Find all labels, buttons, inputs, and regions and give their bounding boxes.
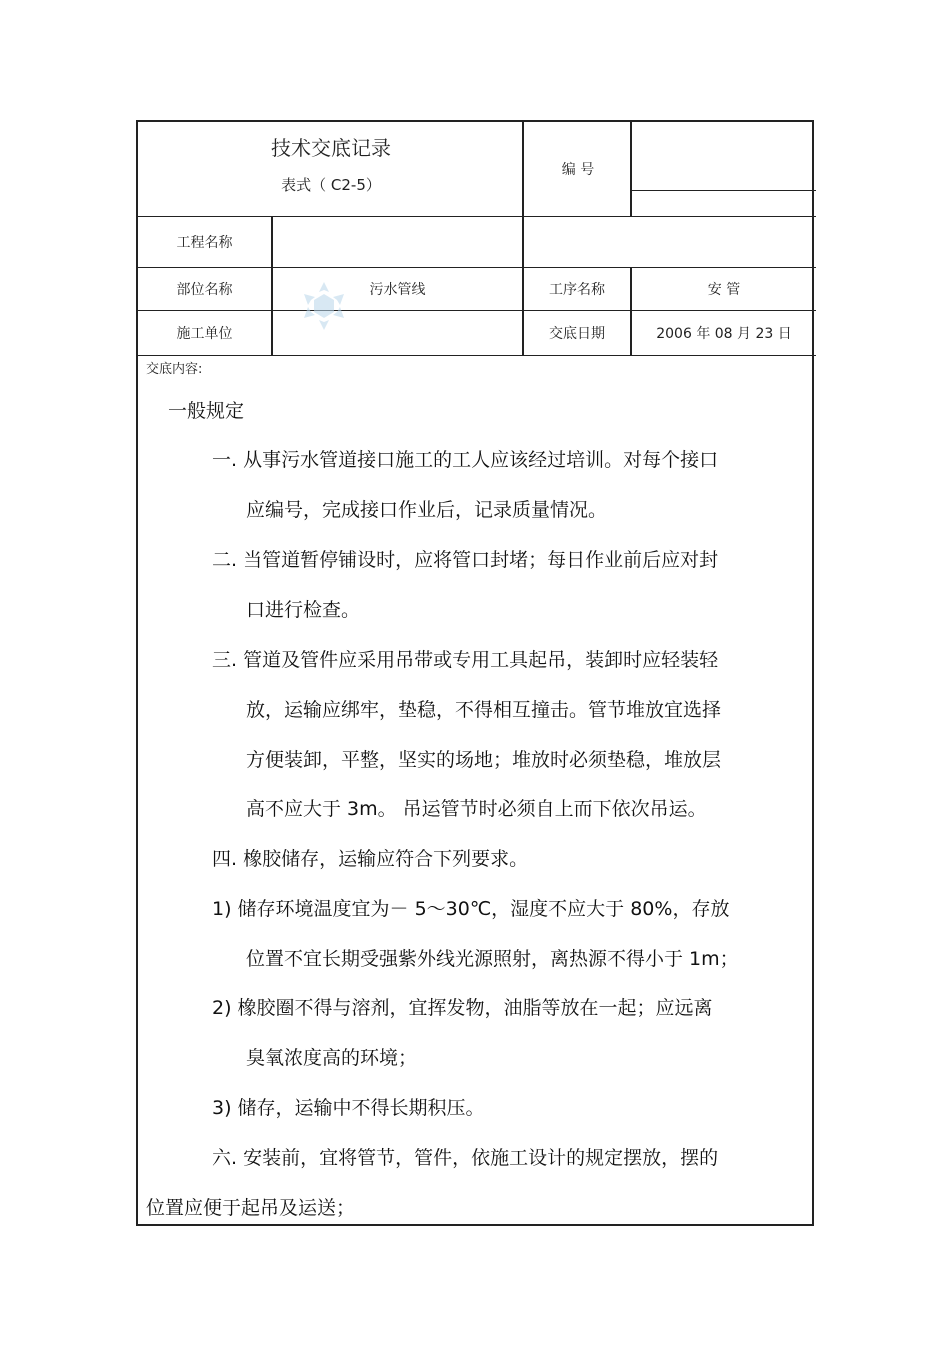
construction-unit-label: 施工单位 (176, 326, 233, 342)
content-label: 交底内容: (146, 362, 203, 377)
clause-2-line-1: 二. 当管道暂停铺设时，应将管口封堵；每日作业前后应对封 (212, 549, 719, 571)
technical-briefing-form (136, 120, 814, 1226)
clause-3-line-2: 放，运输应绑牢，垫稳，不得相互撞击。管节堆放宜选择 (246, 699, 722, 721)
item-2-line-1: 2) 橡胶圈不得与溶剂，宜挥发物，油脂等放在一起；应远离 (212, 997, 713, 1019)
item-2-line-2: 臭氧浓度高的环境； (246, 1047, 418, 1069)
form-title: 技术交底记录 (271, 136, 391, 160)
item-1-line-2: 位置不宜长期受强紫外线光源照射，离热源不得小于 1m； (246, 948, 739, 970)
clause-6-line-1: 六. 安装前，宜将管节，管件，依施工设计的规定摆放，摆的 (212, 1147, 719, 1169)
divider-row-3 (138, 355, 816, 356)
process-name-label: 工序名称 (549, 282, 605, 298)
part-name-value: 污水管线 (369, 282, 426, 298)
clause-4-line-1: 四. 橡胶储存，运输应符合下列要求。 (212, 848, 529, 870)
briefing-date-value: 2006 年 08 月 23 日 (656, 326, 792, 342)
part-name-label: 部位名称 (176, 282, 233, 298)
divider-vertical-number (630, 122, 632, 216)
section-heading: 一般规定 (168, 400, 245, 422)
clause-6-line-2: 位置应便于起吊及运送； (146, 1197, 356, 1219)
briefing-date-label: 交底日期 (549, 326, 605, 342)
divider-number-inner (632, 190, 816, 191)
project-name-label: 工程名称 (176, 235, 233, 251)
process-name-value: 安 管 (707, 282, 741, 298)
form-code: 表式（ C2-5） (281, 176, 381, 194)
clause-1-line-2: 应编号，完成接口作业后，记录质量情况。 (246, 499, 608, 521)
number-label: 编 号 (561, 162, 595, 178)
clause-2-line-2: 口进行检查。 (246, 599, 361, 621)
clause-1-line-1: 一. 从事污水管道接口施工的工人应该经过培训。对每个接口 (212, 449, 719, 471)
clause-3-line-4: 高不应大于 3m。 吊运管节时必须自上而下依次吊运。 (246, 798, 707, 820)
snowflake-watermark-icon (302, 280, 346, 332)
clause-3-line-3: 方便装卸，平整，坚实的场地；堆放时必须垫稳，堆放层 (246, 749, 722, 771)
number-value (632, 122, 816, 190)
item-1-line-1: 1) 储存环境温度宜为－ 5～30℃，湿度不应大于 80%，存放 (212, 898, 730, 920)
item-3-line-1: 3) 储存，运输中不得长期积压。 (212, 1097, 485, 1119)
clause-3-line-1: 三. 管道及管件应采用吊带或专用工具起吊，装卸时应轻装轻 (212, 649, 719, 671)
project-name-value (273, 217, 816, 267)
